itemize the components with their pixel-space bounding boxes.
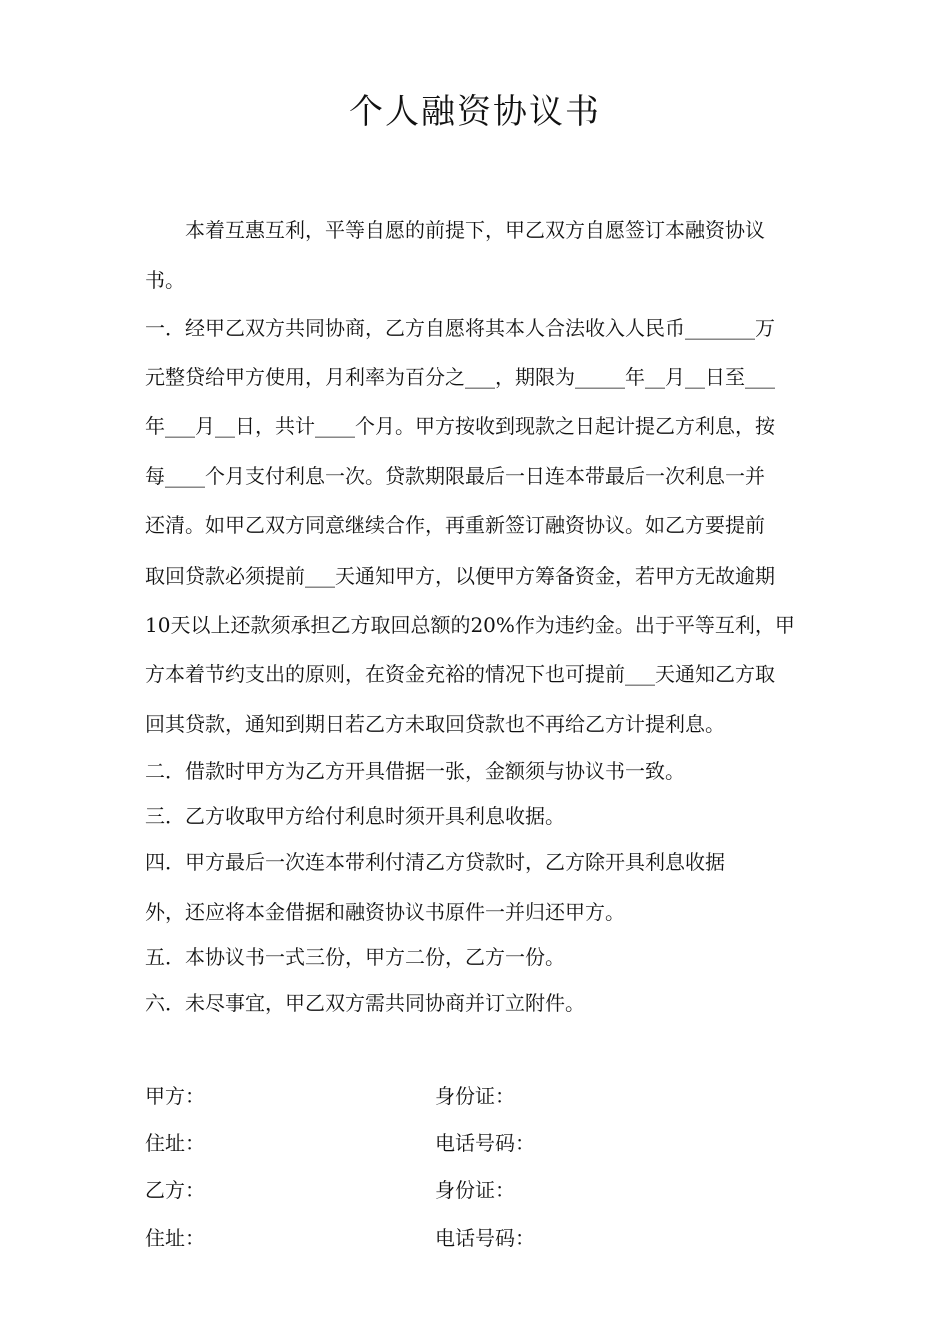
clause-5: 五．本协议书一式三份，甲方二份，乙方一份。 (145, 945, 565, 969)
clause-1-line-2: 元整贷给甲方使用，月利率为百分之___，期限为_____年__月__日至___ (145, 365, 775, 389)
party-a-label: 甲方： (145, 1084, 205, 1108)
clause-1-line-8: 方本着节约支出的原则，在资金充裕的情况下也可提前___天通知乙方取 (145, 662, 775, 686)
clause-1-line-4: 每____个月支付利息一次。贷款期限最后一日连本带最后一次利息一并 (145, 464, 765, 488)
clause-6: 六．未尽事宜，甲乙双方需共同协商并订立附件。 (145, 991, 585, 1015)
clause-1-line-3: 年___月__日，共计____个月。甲方按收到现款之日起计提乙方利息，按 (145, 414, 775, 438)
party-a-address-label: 住址： (145, 1131, 205, 1155)
clause-4-line-1: 四．甲方最后一次连本带利付清乙方贷款时，乙方除开具利息收据 (145, 850, 725, 874)
clause-1-line-9: 回其贷款，通知到期日若乙方未取回贷款也不再给乙方计提利息。 (145, 712, 725, 736)
party-b-label: 乙方： (145, 1178, 205, 1202)
clause-1-line-6: 取回贷款必须提前___天通知甲方，以便甲方筹备资金，若甲方无故逾期 (145, 564, 775, 588)
party-b-address-label: 住址： (145, 1226, 205, 1250)
clause-4-line-2: 外，还应将本金借据和融资协议书原件一并归还甲方。 (145, 900, 625, 924)
document-title: 个人融资协议书 (349, 92, 601, 132)
intro-line-2: 书。 (145, 268, 185, 292)
clause-1-line-5: 还清。如甲乙双方同意继续合作，再重新签订融资协议。如乙方要提前 (145, 513, 765, 537)
party-a-phone-label: 电话号码： (435, 1131, 535, 1155)
clause-3: 三．乙方收取甲方给付利息时须开具利息收据。 (145, 804, 565, 828)
clause-2: 二．借款时甲方为乙方开具借据一张，金额须与协议书一致。 (145, 759, 685, 783)
clause-1-line-7: 10天以上还款须承担乙方取回总额的20%作为违约金。出于平等互利，甲 (145, 613, 795, 637)
party-b-id-label: 身份证： (435, 1178, 515, 1202)
party-b-phone-label: 电话号码： (435, 1226, 535, 1250)
party-a-id-label: 身份证： (435, 1084, 515, 1108)
intro-line-1: 本着互惠互利，平等自愿的前提下，甲乙双方自愿签订本融资协议 (185, 218, 765, 242)
clause-1-line-1: 一．经甲乙双方共同协商，乙方自愿将其本人合法收入人民币_______万 (145, 316, 775, 340)
